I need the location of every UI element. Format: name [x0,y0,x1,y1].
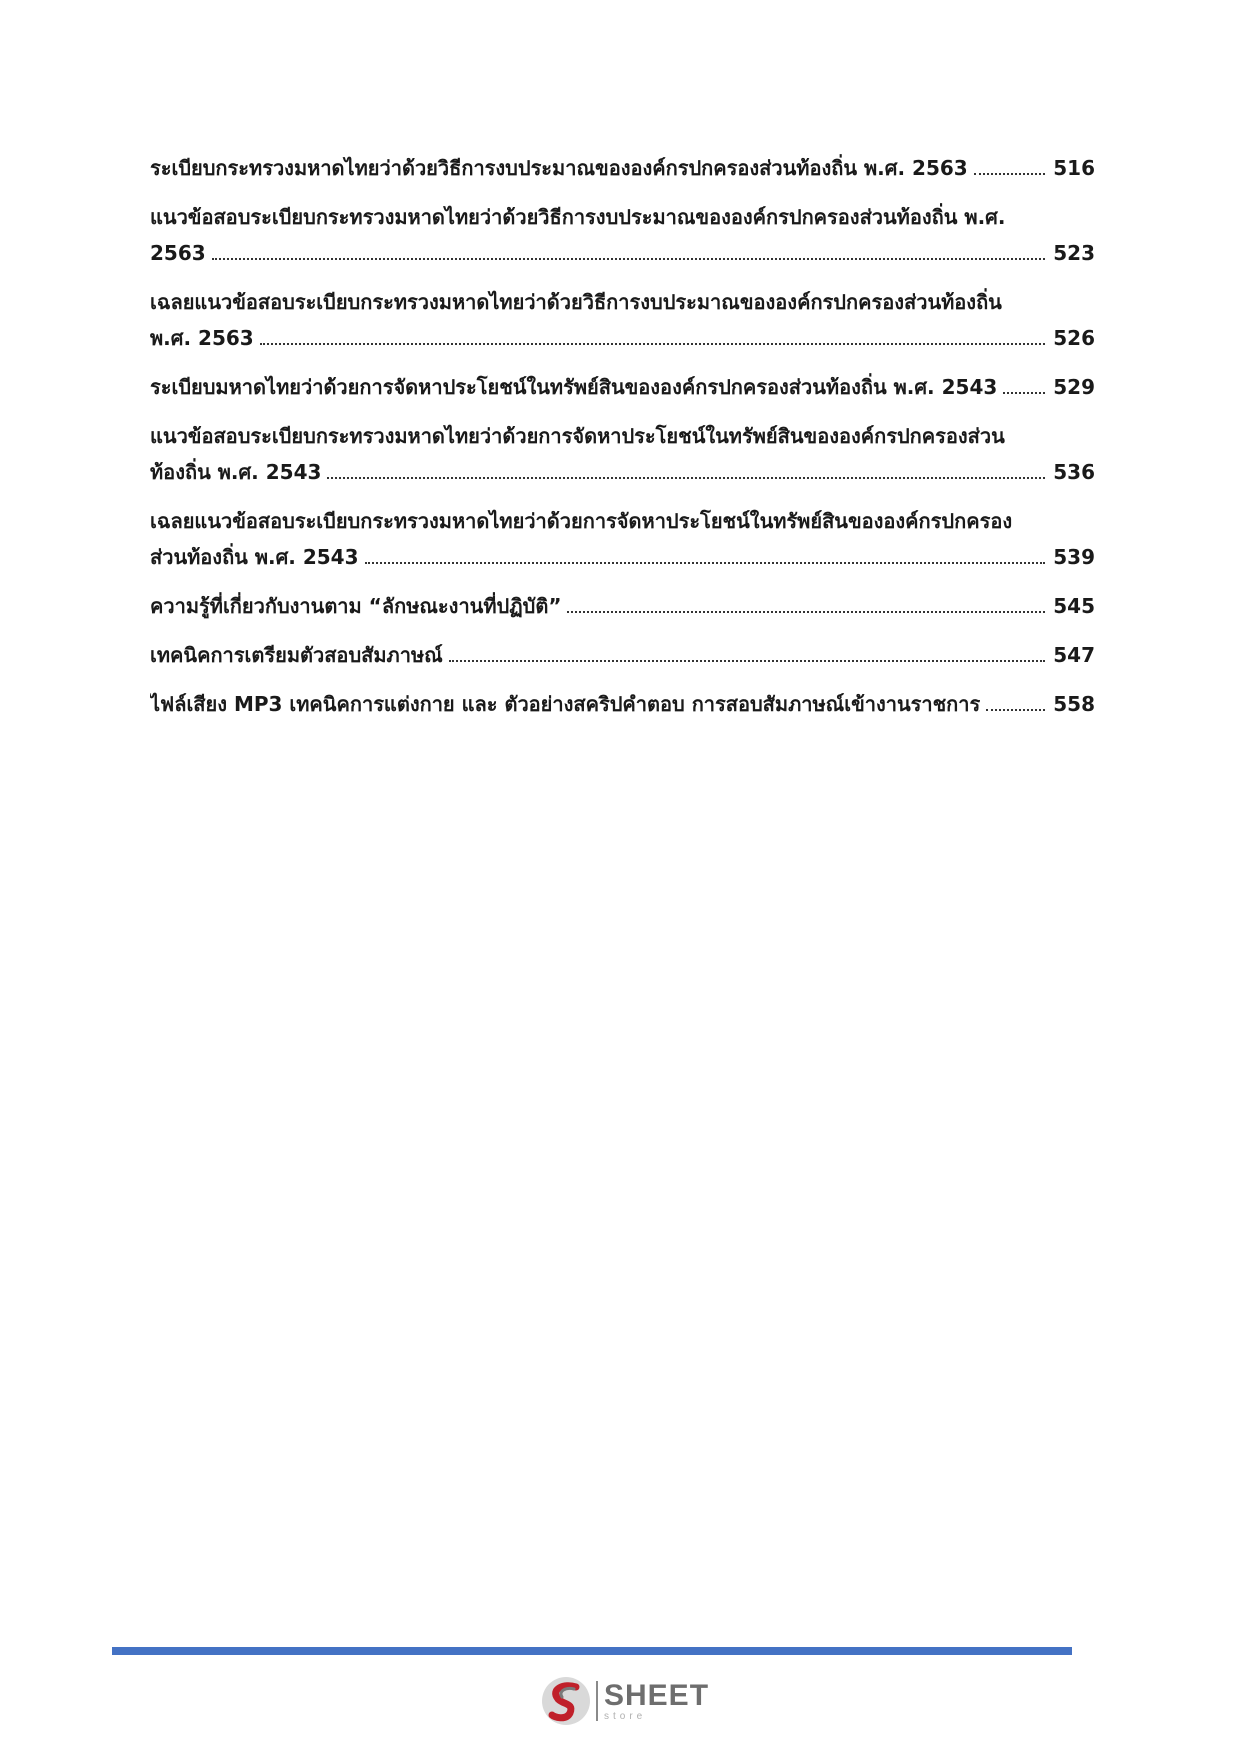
toc-page-number: 545 [1053,594,1095,618]
toc-entry-last-line [150,320,1095,356]
toc-entry-title: พ.ศ. 2563 [150,326,254,350]
logo-word: SHEET [604,1678,710,1712]
toc-page-number: 539 [1053,545,1095,569]
toc-entry-title: ระเบียบกระทรวงมหาดไทยว่าด้วยวิธีการงบประมาณขององค์กรปกครองส่วนท้องถิ่น พ.ศ. 2563 [150,156,968,180]
toc-entry[interactable] [150,503,1095,575]
toc-entry-title-line: แนวข้อสอบระเบียบกระทรวงมหาดไทยว่าด้วยการจัดหาประโยชน์ในทรัพย์สินขององค์กรปกครองส่วน [150,424,1005,448]
toc-page-number: 558 [1053,692,1095,716]
toc-page-number: 526 [1053,326,1095,350]
toc-entry-title-line: แนวข้อสอบระเบียบกระทรวงมหาดไทยว่าด้วยวิธีการงบประมาณขององค์กรปกครองส่วนท้องถิ่น พ.ศ. [150,205,1006,229]
toc-leader-dots [212,258,1046,260]
toc-entry-last-line [150,235,1095,271]
toc-entry-last-line [150,539,1095,575]
table-of-contents [150,150,1095,735]
toc-entry-title: เทคนิคการเตรียมตัวสอบสัมภาษณ์ [150,643,443,667]
toc-page-number: 529 [1053,375,1095,399]
toc-entry-last-line [150,637,1095,673]
toc-leader-dots [1003,392,1045,394]
sheet-store-logo [540,1675,709,1727]
toc-leader-dots [974,173,1046,175]
toc-page-number: 536 [1053,460,1095,484]
toc-leader-dots [260,343,1046,345]
toc-entry-title: 2563 [150,241,206,265]
toc-entry-title-line: เฉลยแนวข้อสอบระเบียบกระทรวงมหาดไทยว่าด้วยวิธีการงบประมาณขององค์กรปกครองส่วนท้องถิ่น [150,290,1002,314]
toc-entry-last-line [150,454,1095,490]
toc-entry-last-line [150,369,1095,405]
sheet-store-s-icon [540,1675,592,1727]
toc-page-number: 523 [1053,241,1095,265]
toc-leader-dots [567,611,1045,613]
toc-entry-title: ไฟล์เสียง MP3 เทคนิคการแต่งกาย และ ตัวอย่างสคริปคำตอบ การสอบสัมภาษณ์เข้างานราชการ [150,692,981,716]
logo-text [604,1678,710,1722]
toc-page-number: 516 [1053,156,1095,180]
logo-subword: store [604,1710,647,1722]
toc-entry-title: ท้องถิ่น พ.ศ. 2543 [150,460,322,484]
toc-entry[interactable] [150,686,1095,722]
toc-entry[interactable] [150,199,1095,271]
toc-entry[interactable] [150,637,1095,673]
toc-page-number: 547 [1053,643,1095,667]
footer-rule [112,1647,1072,1655]
toc-entry[interactable] [150,284,1095,356]
toc-entry[interactable] [150,418,1095,490]
toc-entry-last-line [150,150,1095,186]
logo-divider [596,1681,598,1721]
toc-entry-title-line: เฉลยแนวข้อสอบระเบียบกระทรวงมหาดไทยว่าด้วยการจัดหาประโยชน์ในทรัพย์สินขององค์กรปกครอง [150,509,1013,533]
toc-entry[interactable] [150,588,1095,624]
toc-entry-last-line [150,686,1095,722]
toc-entry-title: ระเบียบมหาดไทยว่าด้วยการจัดหาประโยชน์ในทรัพย์สินขององค์กรปกครองส่วนท้องถิ่น พ.ศ. 2543 [150,375,998,399]
toc-leader-dots [986,709,1045,711]
toc-entry[interactable] [150,150,1095,186]
toc-entry-title: ส่วนท้องถิ่น พ.ศ. 2543 [150,545,359,569]
toc-leader-dots [365,562,1046,564]
toc-entry[interactable] [150,369,1095,405]
toc-leader-dots [449,660,1046,662]
toc-entry-last-line [150,588,1095,624]
toc-entry-title: ความรู้ที่เกี่ยวกับงานตาม “ลักษณะงานที่ปฏิบัติ” [150,594,562,618]
toc-leader-dots [327,477,1045,479]
